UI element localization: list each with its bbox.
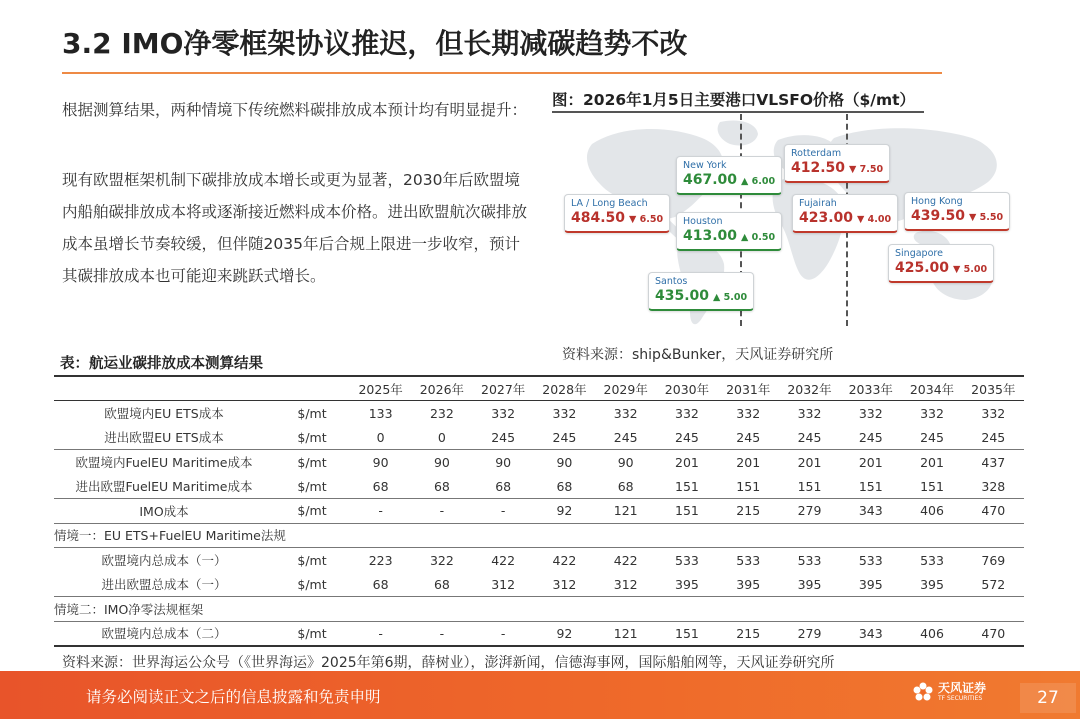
table-cell: - [439, 625, 445, 641]
port-card-rotterdam [784, 144, 890, 183]
port-card-la-long-beach [564, 194, 670, 233]
table-cell: 90 [556, 454, 573, 470]
table-cell: 533 [736, 552, 761, 568]
change-arrow-icon: ▼ [849, 164, 857, 175]
port-name: Houston [683, 216, 723, 227]
table-cell: 395 [797, 576, 822, 592]
row-label: 欧盟境内EU ETS成本 [104, 406, 224, 421]
table-cell: 395 [858, 576, 883, 592]
table-cell: 201 [858, 454, 883, 470]
year-header: 2034年 [909, 381, 955, 397]
table-cell: 68 [556, 478, 573, 494]
table-cell: 245 [675, 429, 699, 445]
table-header-row [54, 376, 1024, 401]
port-price: 484.50 [571, 210, 626, 226]
table-cell: 312 [552, 576, 577, 592]
title-divider [62, 72, 942, 74]
row-label: 欧盟境内FuelEU Maritime成本 [75, 455, 253, 470]
table-cell: 223 [368, 552, 393, 568]
port-name: Fujairah [799, 198, 837, 209]
disclaimer-text: 请务必阅读正文之后的信息披露和免责申明 [86, 688, 381, 706]
table-cell: 0 [437, 429, 446, 445]
table-cell: 533 [797, 552, 822, 568]
year-header: 2027年 [481, 381, 526, 397]
table-cell: - [378, 503, 383, 519]
port-change: 5.00 [963, 264, 988, 275]
table-cell: 92 [556, 503, 573, 519]
port-card-fujairah [792, 194, 898, 233]
table-cell: - [439, 503, 445, 519]
year-header: 2030年 [664, 381, 710, 397]
table-cell: 312 [613, 576, 638, 592]
table-cell: 245 [858, 429, 883, 445]
change-arrow-icon: ▼ [969, 212, 977, 223]
table-cell: 151 [797, 478, 822, 494]
port-name: Hong Kong [911, 196, 963, 207]
port-price: 467.00 [683, 172, 738, 188]
table-row [54, 499, 1024, 524]
table-row [54, 572, 1024, 597]
table-cell: 343 [858, 503, 883, 519]
table-cell: 245 [552, 429, 577, 445]
table-cell: 151 [858, 478, 883, 494]
row-unit: $/mt [297, 503, 327, 519]
table-cell: 343 [858, 625, 883, 641]
table-cell: 332 [613, 405, 638, 421]
page-number: 27 [1020, 683, 1076, 713]
table-cell: 68 [372, 478, 389, 494]
company-logo [912, 681, 986, 703]
port-price: 425.00 [895, 260, 950, 276]
table-row [54, 425, 1024, 450]
row-unit: $/mt [297, 576, 327, 592]
table-cell: 0 [376, 429, 385, 445]
port-card-santos [648, 272, 754, 311]
table-cell: 201 [736, 454, 761, 470]
table-cell: 533 [920, 552, 944, 568]
port-change: 6.50 [639, 214, 664, 225]
table-cell: 332 [675, 405, 699, 421]
row-unit: $/mt [297, 405, 327, 421]
table-cell: 121 [613, 625, 638, 641]
row-unit: $/mt [297, 552, 327, 568]
port-price: 435.00 [655, 288, 710, 304]
change-arrow-icon: ▲ [741, 176, 749, 187]
table-row [54, 474, 1024, 499]
table-row [54, 450, 1024, 475]
year-header: 2035年 [971, 381, 1016, 397]
table-cell: 90 [495, 454, 512, 470]
figure-title: 图：2026年1月5日主要港口VLSFO价格（$/mt） [552, 91, 916, 109]
change-arrow-icon: ▲ [713, 292, 721, 303]
table-cell: 90 [617, 454, 634, 470]
table-cell: 245 [491, 429, 516, 445]
section-row [54, 597, 1024, 622]
year-header: 2031年 [726, 381, 771, 397]
table-cell: 332 [858, 405, 883, 421]
table-cell: 92 [556, 625, 573, 641]
port-card-houston [676, 212, 782, 251]
table-cell: 332 [981, 405, 1006, 421]
table-cell: 406 [920, 503, 944, 519]
table-cell: 332 [491, 405, 516, 421]
paragraph-2: 现有欧盟框架机制下碳排放成本增长或更为显著，2030年后欧盟境内船舶碳排放成本将或逐渐接近燃料成本价格。进出欧盟航次碳排放成本虽增长节奏较缓，但伴随2035年后合规上限进一步收窄，预计其碳排放成本也可能迎来跳跃式增长。 [62, 171, 528, 285]
year-header: 2026年 [419, 381, 465, 397]
table-cell: 422 [613, 552, 638, 568]
year-header: 2028年 [542, 381, 587, 397]
row-label: IMO成本 [139, 503, 189, 519]
port-change: 5.00 [723, 292, 748, 303]
port-price: 423.00 [799, 210, 854, 226]
table-cell: 68 [495, 478, 512, 494]
table-cell: 332 [797, 405, 822, 421]
table-row [54, 401, 1024, 426]
table-cell: 245 [736, 429, 761, 445]
change-arrow-icon: ▼ [953, 264, 961, 275]
table-cell: 332 [552, 405, 577, 421]
port-card-hong-kong [904, 192, 1010, 231]
table-cell: 422 [552, 552, 577, 568]
row-unit: $/mt [297, 429, 327, 445]
port-change: 4.00 [867, 214, 892, 225]
table-row [54, 548, 1024, 573]
section-row [54, 523, 1024, 548]
table-cell: 470 [981, 625, 1006, 641]
port-name: Rotterdam [791, 148, 842, 159]
port-price: 439.50 [911, 208, 966, 224]
paragraph-1: 根据测算结果，两种情境下传统燃料碳排放成本预计均有明显提升： [62, 101, 528, 119]
flower-logo-icon [912, 681, 934, 703]
port-change: 0.50 [751, 232, 776, 243]
table-cell: 151 [736, 478, 761, 494]
table-cell: 151 [675, 478, 699, 494]
logo-subtext: TF SECURITIES [938, 695, 983, 702]
row-label: 欧盟境内总成本（二） [101, 626, 227, 641]
table-cell: 201 [797, 454, 822, 470]
port-change: 6.00 [751, 176, 776, 187]
table-cell: 322 [429, 552, 454, 568]
port-change: 7.50 [859, 164, 884, 175]
port-card-new-york [676, 156, 782, 195]
row-unit: $/mt [297, 625, 327, 641]
table-source: 资料来源：世界海运公众号（《世界海运》2025年第6期，薛树业），澎湃新闻，信德海事网，国际船舶网等，天风证券研究所 [62, 655, 835, 671]
figure-source: 资料来源：ship&Bunker，天风证券研究所 [562, 347, 834, 363]
port-name: Santos [655, 276, 688, 287]
change-arrow-icon: ▼ [629, 214, 637, 225]
table-cell: 332 [736, 405, 761, 421]
section-label: 情境一：EU ETS+FuelEU Maritime法规 [54, 528, 286, 544]
table-cell: - [378, 625, 383, 641]
table-cell: 437 [981, 454, 1006, 470]
row-label: 进出欧盟FuelEU Maritime成本 [75, 479, 253, 494]
footer-bar [0, 671, 1080, 719]
table-cell: 90 [433, 454, 450, 470]
table-cell: 68 [372, 576, 389, 592]
table-cell: 332 [920, 405, 944, 421]
port-price-map [552, 114, 1024, 334]
page-title: 3.2 IMO净零框架协议推迟，但长期减碳趋势不改 [62, 27, 688, 60]
table-row [54, 621, 1024, 646]
table-cell: 533 [858, 552, 883, 568]
table-cell: 245 [797, 429, 822, 445]
table-cell: 279 [797, 503, 822, 519]
table-cell: 395 [736, 576, 761, 592]
table-cell: 406 [920, 625, 944, 641]
year-header: 2029年 [603, 381, 648, 397]
table-cell: 68 [617, 478, 634, 494]
change-arrow-icon: ▲ [741, 232, 749, 243]
logo-text: 天风证券 [938, 681, 987, 695]
table-cell: 769 [981, 552, 1006, 568]
emission-cost-table [54, 375, 1024, 647]
year-header: 2025年 [358, 381, 403, 397]
table-cell: - [500, 503, 506, 519]
section-label: 情境二：IMO净零法规框架 [54, 601, 204, 617]
table-cell: 533 [675, 552, 699, 568]
port-name: LA / Long Beach [571, 198, 648, 209]
table-title: 表：航运业碳排放成本测算结果 [60, 356, 263, 372]
figure-divider [552, 111, 924, 113]
table-cell: 572 [981, 576, 1006, 592]
table-cell: 151 [675, 503, 699, 519]
table-cell: 245 [981, 429, 1006, 445]
table-cell: 68 [433, 576, 450, 592]
table-cell: 232 [429, 405, 454, 421]
table-cell: 279 [797, 625, 822, 641]
table-cell: 201 [920, 454, 944, 470]
table-cell: 395 [920, 576, 944, 592]
row-label: 进出欧盟总成本（一） [101, 577, 227, 592]
row-unit: $/mt [297, 478, 327, 494]
port-name: New York [683, 160, 727, 171]
table-cell: 215 [736, 625, 761, 641]
table-cell: 68 [433, 478, 450, 494]
port-card-singapore [888, 244, 994, 283]
row-label: 进出欧盟EU ETS成本 [104, 430, 224, 445]
port-price: 413.00 [683, 228, 738, 244]
table-cell: 328 [981, 478, 1006, 494]
year-header: 2033年 [848, 381, 893, 397]
row-label: 欧盟境内总成本（一） [101, 553, 227, 568]
table-cell: 245 [613, 429, 638, 445]
year-header: 2032年 [787, 381, 832, 397]
table-cell: 422 [491, 552, 516, 568]
table-cell: 201 [675, 454, 699, 470]
table-cell: 215 [736, 503, 761, 519]
table-cell: 312 [491, 576, 516, 592]
port-change: 5.50 [979, 212, 1004, 223]
table-cell: 151 [920, 478, 944, 494]
table-cell: 90 [372, 454, 389, 470]
table-cell: - [500, 625, 506, 641]
table-cell: 245 [920, 429, 944, 445]
port-price: 412.50 [791, 160, 846, 176]
port-name: Singapore [895, 248, 943, 259]
table-cell: 470 [981, 503, 1006, 519]
table-cell: 133 [368, 405, 393, 421]
row-unit: $/mt [297, 454, 327, 470]
table-cell: 151 [675, 625, 699, 641]
table-cell: 121 [613, 503, 638, 519]
table-cell: 395 [675, 576, 699, 592]
change-arrow-icon: ▼ [857, 214, 865, 225]
